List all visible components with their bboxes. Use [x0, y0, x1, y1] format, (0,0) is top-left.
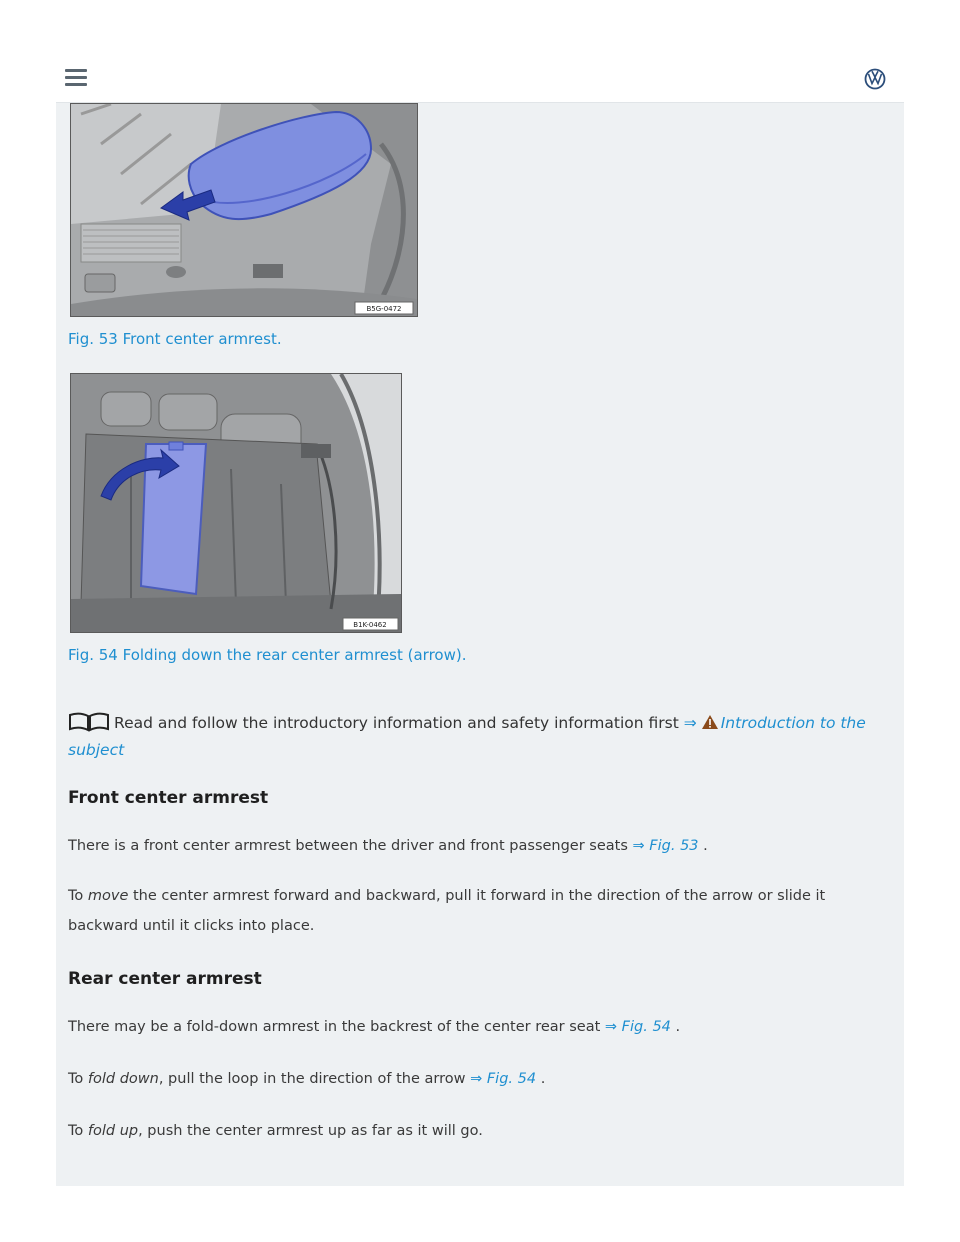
figure-caption: Fig. 53 Front center armrest.	[68, 330, 282, 348]
paragraph	[68, 881, 878, 941]
fig-link[interactable]: ⇒ Fig. 54	[470, 1071, 537, 1087]
paragraph-pre: To	[68, 888, 84, 904]
paragraph	[68, 1116, 878, 1146]
emphasis: move	[87, 888, 129, 904]
paragraph-text: , push the center armrest up as far as it will go.	[138, 1123, 483, 1139]
section-heading: Front center armrest	[68, 788, 269, 808]
figure-rear-armrest	[70, 373, 402, 633]
paragraph-text: , pull the loop in the direction of the arrow	[158, 1071, 466, 1087]
fig-link[interactable]: ⇒ Fig. 54	[604, 1019, 671, 1035]
figure-code: B5G-0472	[366, 305, 402, 313]
figure-caption: Fig. 54 Folding down the rear center armrest (arrow).	[68, 646, 467, 664]
paragraph-pre: To	[68, 1123, 84, 1139]
content-panel	[56, 103, 904, 1186]
paragraph	[68, 1064, 878, 1094]
figure-front-armrest	[70, 103, 418, 317]
intro-link[interactable]: Introduction to the subject	[68, 714, 866, 759]
book-icon	[68, 712, 110, 732]
intro-notice	[68, 710, 888, 764]
paragraph	[68, 831, 878, 861]
emphasis: fold down	[87, 1071, 159, 1087]
paragraph	[68, 1012, 878, 1042]
vw-logo-icon[interactable]	[864, 68, 886, 90]
intro-arrow: ⇒	[683, 714, 697, 732]
intro-text: Read and follow the introductory information and safety information first	[114, 714, 679, 732]
paragraph-text: There is a front center armrest between the driver and front passenger seats	[68, 838, 628, 854]
paragraph-end: .	[703, 838, 708, 854]
figure-code: B1K-0462	[353, 621, 387, 629]
front-armrest-illustration	[71, 104, 417, 316]
emphasis: fold up	[87, 1123, 139, 1139]
section-heading: Rear center armrest	[68, 969, 262, 989]
paragraph-end: .	[675, 1019, 681, 1035]
top-bar	[56, 55, 904, 103]
rear-armrest-illustration	[71, 374, 401, 632]
warning-icon	[701, 714, 719, 730]
paragraph-text: There may be a fold-down armrest in the backrest of the center rear seat	[68, 1019, 601, 1035]
paragraph-end: .	[540, 1071, 546, 1087]
hamburger-menu-icon[interactable]	[65, 69, 87, 87]
paragraph-text: the center armrest forward and backward, pull it forward in the direction of the arrow or slide it backward until it clicks into place.	[68, 888, 826, 934]
paragraph-pre: To	[68, 1071, 84, 1087]
fig-link[interactable]: ⇒ Fig. 53	[632, 838, 699, 854]
